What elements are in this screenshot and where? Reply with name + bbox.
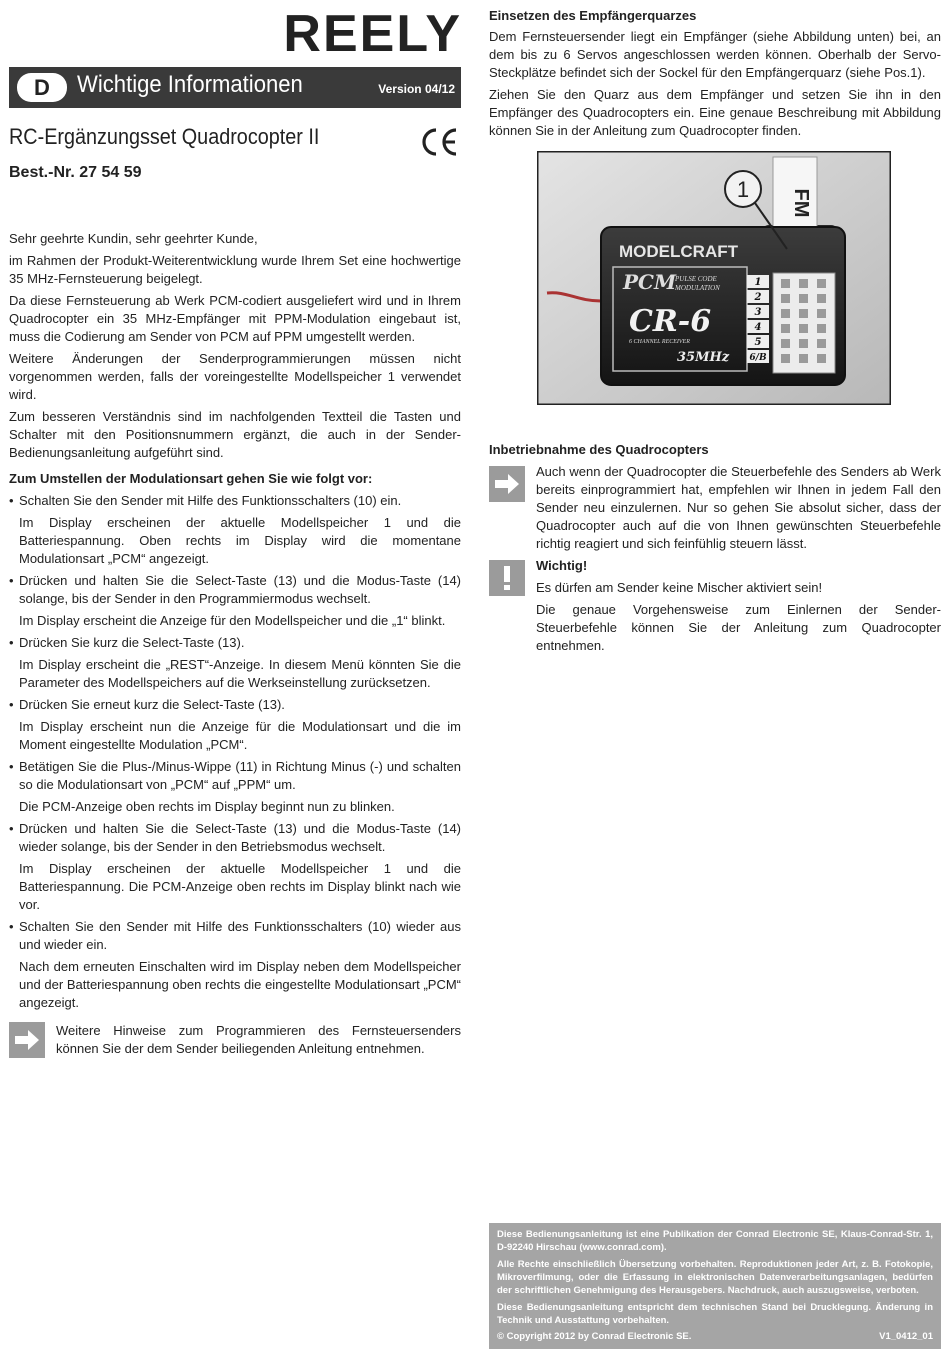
greeting: Sehr geehrte Kundin, sehr geehrter Kunde, (9, 231, 258, 246)
step-detail: Im Display erscheinen der aktuelle Modellspeicher 1 und die Batteriespannung. Oben rechts im Display wird die momentane Modulationsart „PCM“ angezeigt. (19, 515, 461, 566)
footer-box (489, 1223, 941, 1349)
servo-pin (817, 354, 826, 363)
servo-pin (817, 309, 826, 318)
servo-pin (781, 309, 790, 318)
crystal-label: FM (790, 188, 812, 218)
step-main: • Drücken und halten Sie die Select-Taste (13) und die Modus-Taste (14) wieder solange, bis der Sender in den Betriebsmodus wechselt. (19, 821, 461, 854)
quartz-paragraph: Ziehen Sie den Quarz aus dem Empfänger und setzen Sie ihn in den Empfänger des Quadrocopters ein. Eine genaue Beschreibung mit Abbildung können Sie in der Anleitung zum Quadrocopter finden. (489, 87, 941, 138)
step-main: • Schalten Sie den Sender mit Hilfe des Funktionsschalters (10) ein. (19, 493, 402, 508)
exclamation-icon (489, 560, 525, 596)
intro-paragraph: Zum besseren Verständnis sind im nachfolgenden Textteil die Tasten und Schalter mit den Positionsnummern ergänzt, die auch in der Sender-Bedienungsanleitung aufgeführt sind. (9, 409, 461, 460)
step-detail: Nach dem erneuten Einschalten wird im Display neben dem Modellspeicher und der Batteriespannung oben rechts die eingestellte Modulationsart „PCM“ angezeigt. (19, 959, 461, 1010)
footer-paragraph: Alle Rechte einschließlich Übersetzung vorbehalten. Reproduktionen jeder Art, z. B. Fotokopie, Mikroverfilmung, oder die Erfassung in elektronischen Datenverarbeitungsanlagen, bedürfen der schriftlichen Genehmigung des Herausgebers. Nachdruck, auch auszugsweise, verboten. (497, 1259, 933, 1296)
warning-title: Wichtig! (536, 558, 588, 573)
intro-paragraph: Weitere Änderungen der Senderprogrammierungen müssen nicht vorgenommen werden, falls der voreingestellte Modellspeicher 1 verwendet wird. (9, 351, 461, 402)
servo-pin (799, 324, 808, 333)
servo-pin (817, 324, 826, 333)
warning-line: Die genaue Vorgehensweise zum Einlernen der Sender-Steuerbefehle können Sie der Anleitung zum Quadrocopter entnehmen. (536, 602, 941, 653)
servo-pin (799, 339, 808, 348)
receiver-photo (537, 151, 891, 405)
start-body (536, 463, 941, 557)
step-main: • Drücken und halten Sie die Select-Taste (13) und die Modus-Taste (14) solange, bis der Sender in den Programmiermodus wechselt. (19, 573, 461, 606)
header-title: Wichtige Informationen (77, 71, 303, 98)
order-number: Best.-Nr. 27 54 59 (9, 164, 142, 181)
warning-line: Es dürfen am Sender keine Mischer aktiviert sein! (536, 580, 823, 595)
quartz-body (489, 28, 941, 144)
servo-pin (817, 279, 826, 288)
step-detail: Im Display erscheint die Anzeige für den Modellspeicher und die „1“ blinkt. (19, 613, 446, 628)
product-title: RC-Ergänzungsset Quadrocopter II (9, 124, 320, 149)
servo-pin (799, 294, 808, 303)
pcm-sub-1: PULSE CODE (675, 275, 717, 283)
servo-pin (817, 339, 826, 348)
step-detail: Im Display erscheint nun die Anzeige für die Modulationsart und die im Moment eingestellte Modulation „PCM“. (19, 719, 461, 752)
channel-label: 6/B (749, 353, 767, 363)
servo-pin (781, 339, 790, 348)
list-item (9, 696, 461, 754)
steps-heading: Zum Umstellen der Modulationsart gehen Sie wie folgt vor: (9, 471, 373, 486)
language-badge: D (17, 73, 67, 102)
list-item (9, 634, 461, 692)
list-item (9, 492, 461, 568)
step-detail: Die PCM-Anzeige oben rechts im Display beginnt nun zu blinken. (19, 799, 395, 814)
warning-body (536, 557, 941, 659)
channel-label: 5 (754, 337, 762, 348)
servo-pin (799, 354, 808, 363)
footer-paragraph: Diese Bedienungsanleitung entspricht dem technischen Stand bei Drucklegung. Änderung in Technik und Ausstattung vorbehalten. (497, 1302, 933, 1326)
list-item (9, 758, 461, 816)
quartz-paragraph: Dem Fernsteuersender liegt ein Empfänger (siehe Abbildung unten) bei, an dem bis zu 6 Servos angeschlossen werden können. Oberhalb der Servo-Steckplätze befindet sich der Sockel für den Empfängerquarz (siehe Pos.1). (489, 29, 941, 80)
servo-pin (799, 309, 808, 318)
step-detail: Im Display erscheinen der aktuelle Modellspeicher 1 und die Batteriespannung. Die PCM-Anzeige oben rechts im Display blinkt nach wie vor. (19, 861, 461, 912)
servo-pin (817, 294, 826, 303)
start-heading: Inbetriebnahme des Quadrocopters (489, 442, 709, 457)
channel-label: 1 (754, 277, 762, 288)
quartz-heading: Einsetzen des Empfängerquarzes (489, 8, 697, 23)
servo-pin (781, 354, 790, 363)
intro-paragraph: im Rahmen der Produkt-Weiterentwicklung wurde Ihrem Set eine hochwertige 35 MHz-Fernsteuerung beigelegt. (9, 253, 461, 286)
arrow-right-icon (9, 1022, 45, 1058)
step-main: • Drücken Sie kurz die Select-Taste (13). (19, 635, 245, 650)
channel-label: 2 (754, 292, 762, 303)
start-paragraph: Auch wenn der Quadrocopter die Steuerbefehle des Senders ab Werk bereits einprogrammiert hat, empfehlen wir Ihnen in jedem Fall den Sender neu einzulernen. Nur so gehen Sie absolut sicher, dass der Quadrocopter auch auf die von Ihnen gewünschten Steuerbefehle richtig reagiert und sich feinfühlig steuern lässt. (536, 464, 941, 551)
servo-pin (781, 324, 790, 333)
step-detail: Im Display erscheint die „REST“-Anzeige. In diesem Menü könnten Sie die Parameter des Modellspeichers auf die Werkseinstellung zurücksetzen. (19, 657, 461, 690)
note-box (9, 1022, 461, 1060)
model-sub: 6 CHANNEL RECEIVER (629, 339, 690, 345)
intro-body (9, 230, 461, 1060)
version-label: Version 04/12 (378, 82, 455, 96)
header-bar (9, 67, 461, 108)
list-item (9, 918, 461, 1012)
copyright: © Copyright 2012 by Conrad Electronic SE. (497, 1331, 692, 1342)
channel-label: 4 (754, 322, 762, 333)
ce-mark-icon (419, 126, 459, 158)
note-text: Weitere Hinweise zum Programmieren des Fernsteuersenders können Sie der dem Sender beiliegenden Anleitung entnehmen. (56, 1023, 461, 1056)
list-item (9, 572, 461, 630)
channel-label: 3 (754, 307, 762, 318)
callout-number: 1 (736, 177, 750, 202)
intro-paragraph: Da diese Fernsteuerung ab Werk PCM-codiert ausgeliefert wird und in Ihrem Quadrocopter ein 35 MHz-Empfänger mit PPM-Modulation eingebaut ist, muss die Codierung am Sender von PCM auf PPM umgestellt werden. (9, 293, 461, 344)
servo-pin (781, 294, 790, 303)
footer-paragraph: Diese Bedienungsanleitung ist eine Publikation der Conrad Electronic SE, Klaus-Conrad-Str. 1, D-92240 Hirschau (www.conrad.com). (497, 1229, 933, 1253)
servo-pin (799, 279, 808, 288)
frequency-label: 35MHz (677, 350, 730, 365)
receiver-brand: MODELCRAFT (619, 242, 738, 261)
step-main: • Drücken Sie erneut kurz die Select-Taste (13). (19, 697, 285, 712)
pcm-sub-2: MODULATION (675, 284, 720, 292)
brand-logo: REELY (283, 5, 462, 63)
model-label: CR-6 (629, 304, 712, 339)
pcm-logo: PCM (623, 270, 677, 294)
servo-pin (781, 279, 790, 288)
doc-version: V1_0412_01 (879, 1331, 933, 1342)
step-main: • Schalten Sie den Sender mit Hilfe des Funktionsschalters (10) wieder aus und wieder ein. (19, 919, 461, 952)
arrow-right-icon (489, 466, 525, 502)
list-item (9, 820, 461, 914)
steps-list (9, 492, 461, 1012)
step-main: • Betätigen Sie die Plus-/Minus-Wippe (11) in Richtung Minus (-) und schalten so die Modulationsart von „PCM“ auf „PPM“ um. (19, 759, 461, 792)
